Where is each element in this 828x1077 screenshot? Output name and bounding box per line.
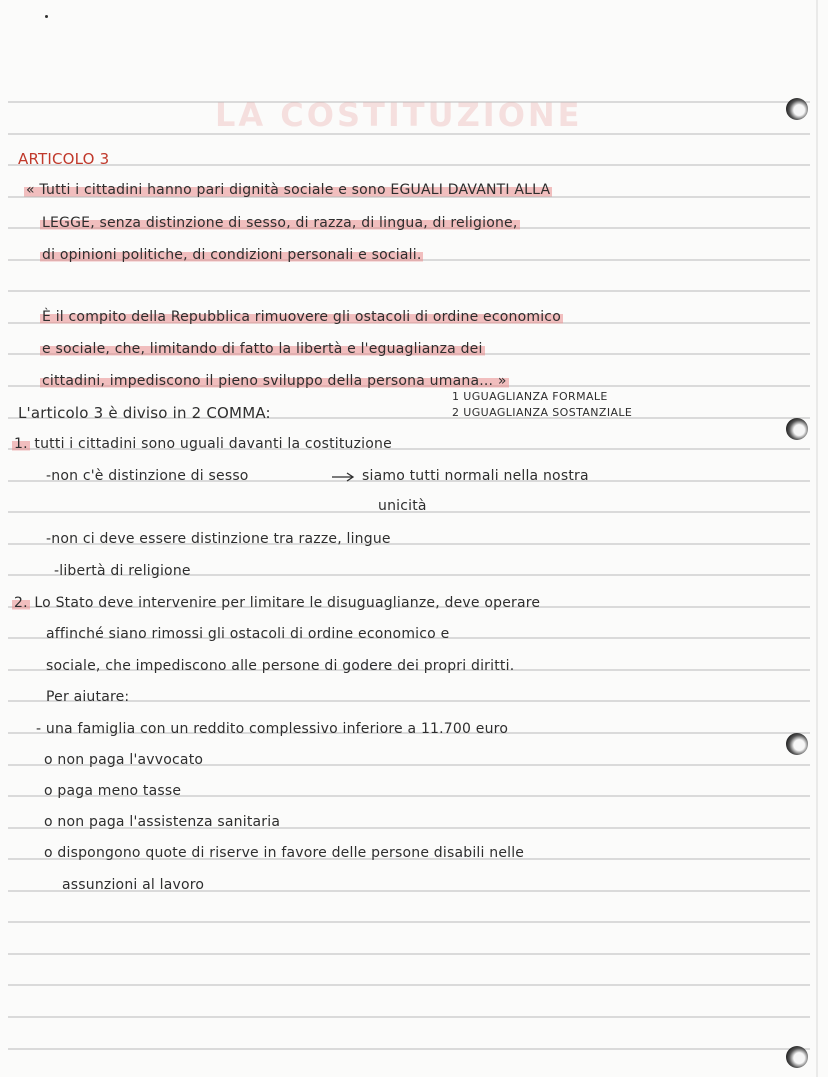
- comma-text: tutti i cittadini sono uguali davanti la costituzione: [34, 436, 392, 452]
- comma-2-list-item: assunzioni al lavoro: [62, 877, 205, 893]
- hole-punch-icon: [786, 98, 808, 120]
- comma-1-point: -non ci deve essere distinzione tra razze, lingue: [46, 531, 391, 547]
- comma-2-line: sociale, che impediscono alle persone di godere dei propri diritti.: [46, 658, 515, 674]
- comma-1-point: -non c'è distinzione di sesso: [46, 468, 249, 484]
- comma-2-line: affinché siano rimossi gli ostacoli di ordine economico e: [46, 626, 450, 642]
- quote-line: « Tutti i cittadini hanno pari dignità sociale e sono EGUALI DAVANTI ALLA: [26, 182, 551, 198]
- quote-line: e sociale, che, limitando di fatto la libertà e l'eguaglianza dei: [42, 341, 483, 357]
- quote-line: cittadini, impediscono il pieno sviluppo della persona umana... »: [42, 373, 507, 389]
- comma-1: [12, 435, 392, 453]
- comma-2-list-item: o non paga l'avvocato: [44, 752, 204, 768]
- bleed-through-watermark: LA COSTITUZIONE: [215, 96, 583, 134]
- comma-2: [12, 594, 540, 612]
- comma-2-line: Per aiutare:: [46, 689, 130, 705]
- quote-line: LEGGE, senza distinzione di sesso, di razza, di lingua, di religione,: [42, 215, 518, 231]
- ink-dot: [45, 15, 48, 18]
- page-title: ARTICOLO 3: [18, 150, 110, 168]
- hole-punch-icon: [786, 733, 808, 755]
- comma-2-list-item: o non paga l'assistenza sanitaria: [44, 814, 281, 830]
- division-item: 2 UGUAGLIANZA SOSTANZIALE: [452, 406, 633, 419]
- arrow-right-icon: [330, 471, 358, 483]
- hole-punch-icon: [786, 418, 808, 440]
- comma-1-point: -libertà di religione: [54, 563, 191, 579]
- comma-1-point: unicità: [378, 498, 427, 514]
- comma-number: 1.: [14, 436, 28, 452]
- comma-number: 2.: [14, 595, 28, 611]
- quote-line: di opinioni politiche, di condizioni personali e sociali.: [42, 247, 422, 263]
- division-text: L'articolo 3 è diviso in 2 COMMA:: [18, 404, 271, 422]
- division-item: 1 UGUAGLIANZA FORMALE: [452, 390, 608, 403]
- hole-punch-icon: [786, 1046, 808, 1068]
- comma-2-list-item: o paga meno tasse: [44, 783, 182, 799]
- comma-2-list-lead: - una famiglia con un reddito complessivo inferiore a 11.700 euro: [36, 721, 509, 737]
- comma-1-point: siamo tutti normali nella nostra: [362, 468, 589, 484]
- quote-line: È il compito della Repubblica rimuovere gli ostacoli di ordine economico: [42, 309, 561, 325]
- comma-text: Lo Stato deve intervenire per limitare le disuguaglianze, deve operare: [34, 595, 541, 611]
- comma-2-list-item: o dispongono quote di riserve in favore delle persone disabili nelle: [44, 845, 525, 861]
